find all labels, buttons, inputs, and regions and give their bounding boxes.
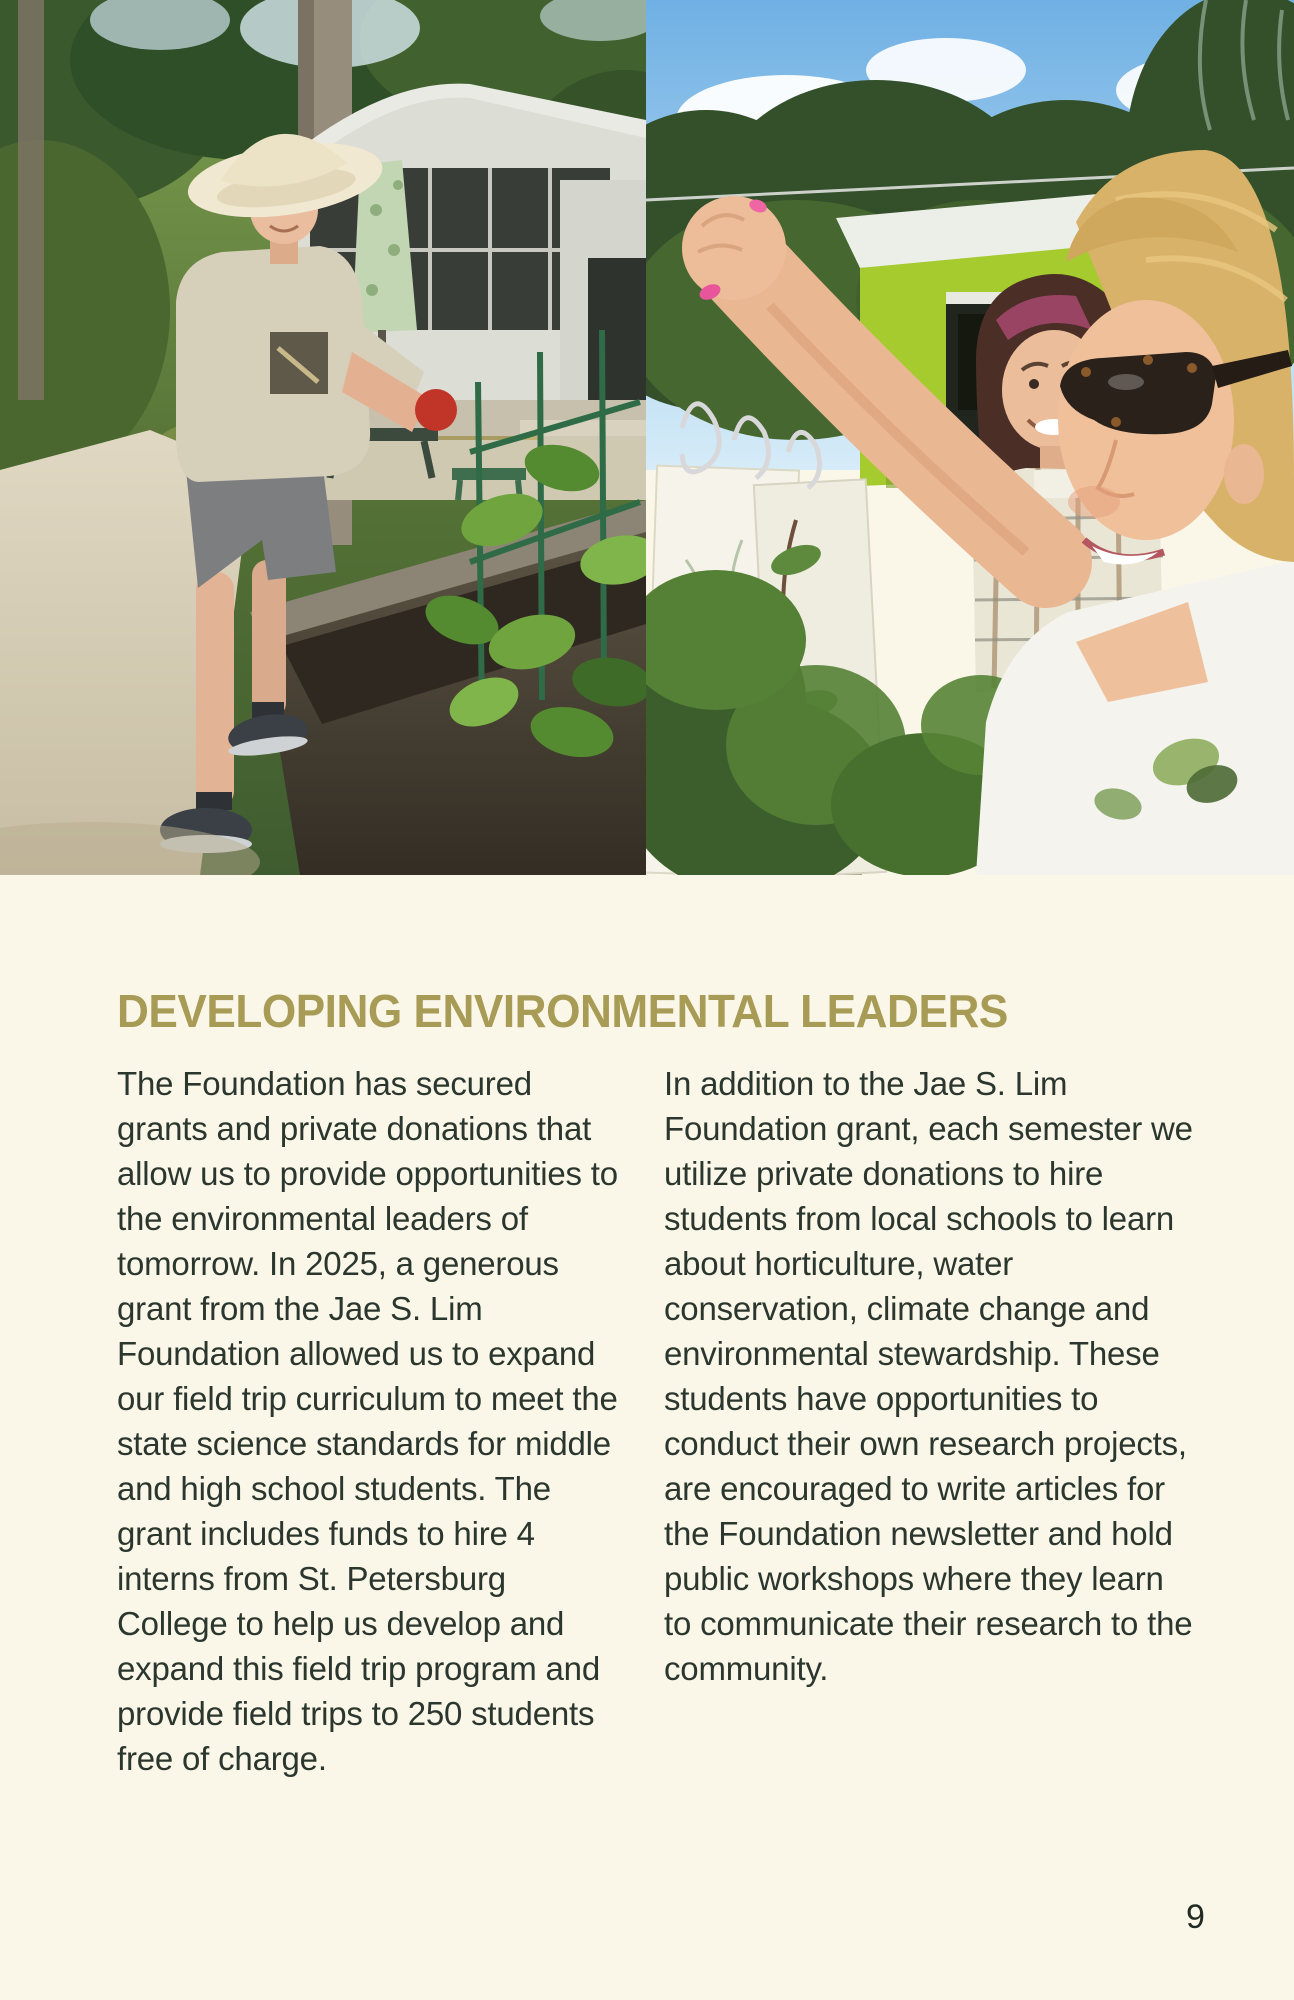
body-column-left [117,1061,622,1781]
section-heading: DEVELOPING ENVIRONMENTAL LEADERS [117,985,1008,1037]
body-columns [117,1061,1194,1781]
photo-collage [0,0,1294,875]
paragraph-right: In addition to the Jae S. Lim Foundation grant, each semester we utilize private donations to hire students from local schools to learn about horticulture, water conservation, climate change and environmental stewardship. These students have opportunities to conduct their own research projects, are encouraged to write articles for the Foundation newsletter and hold public workshops where they learn to communicate their research to the community. [664,1065,1193,1688]
paragraph-left: The Foundation has secured grants and private donations that allow us to provide opportunities to the environmental leaders of tomorrow. In 2025, a generous grant from the Jae S. Lim Foundation allowed us to expand our field trip curriculum to meet the state science standards for middle and high school students. The grant includes funds to hire 4 interns from St. Petersburg College to help us develop and expand this field trip program and provide field trips to 250 students free of charge. [117,1065,618,1778]
photo-poster-illustration [646,0,1294,875]
photo-gardener-illustration [0,0,646,875]
photo-poster-hanging [646,0,1294,875]
article-section [0,987,1294,1781]
body-column-right [664,1061,1194,1781]
photo-gardener [0,0,646,875]
page-number: 9 [1186,1898,1205,1936]
red-garden-glove [415,389,457,431]
